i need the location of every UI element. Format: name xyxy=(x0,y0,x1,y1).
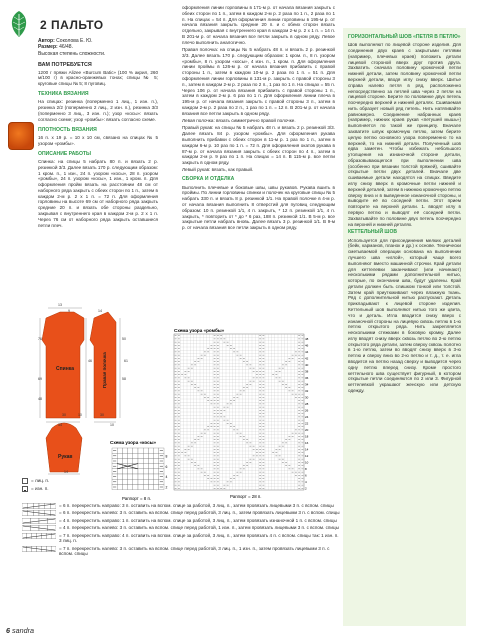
chart-cell xyxy=(138,479,143,484)
chart-cell xyxy=(143,464,148,469)
left-front-text: Левая полочка: вязать симметрично правой полочке. xyxy=(182,118,296,124)
row-number: 14 xyxy=(305,447,309,452)
chart-cell xyxy=(122,448,127,453)
chart-cell xyxy=(138,474,143,479)
cable-symbol-icon xyxy=(22,518,56,524)
cable-symbol-icon xyxy=(22,525,56,531)
assembly-text: Выполнить плечевые и боковые швы, швы рукавов. Рукава вшить в проймы. По линии горловины спинки и полочек на круговые спицы № 5 набрать 330 п. и вязать 8 р. резинкой 1/1. На правой полочке в 4-м р. от начала вязания выполнить 8 отверстий для пуговиц следующим образом: 10 п. резинкой 1/1, 4 п. закрыть, * 12 п. резинкой 1/1, 4 п. закрыть, * повторить от * до * 6 раз, 188 п. резинкой 1/1. В 5-м р. все закрытые петли набрать вновь. Далее вязать 3 р. резинкой 1/1. В 9-м р. от начала вязания все петли закрыть в одном ряду. xyxy=(182,184,335,231)
chart-cell xyxy=(138,464,143,469)
chart-cell xyxy=(122,479,127,484)
yarn-swatch-image xyxy=(8,122,34,150)
chart-cell xyxy=(117,474,122,479)
chart-cell xyxy=(154,464,159,469)
dimension-label: 10 xyxy=(110,423,114,427)
meta-block xyxy=(38,38,158,57)
chart-cell xyxy=(148,453,153,458)
density-text: 16 п. х 19 р. = 10 х 10 см, связано на спицах № 5 узором «ромбы». xyxy=(38,134,158,146)
chart-cell xyxy=(143,448,148,453)
chart-cell xyxy=(154,469,159,474)
purl-key-label: = изн. п. xyxy=(31,486,49,492)
description-title: ОПИСАНИЕ РАБОТЫ xyxy=(38,150,92,157)
dimension-label: 9 xyxy=(68,309,70,313)
legend-text: = 6 п. перекрестить направо: 3 п. оставить на вспом. спице за работой, 3 лиц. п., затем провязать лицевыми 3 п. с вспом. спицы xyxy=(59,503,334,508)
chart-cell xyxy=(122,453,127,458)
row-number: 46 xyxy=(305,343,309,348)
chart-cell xyxy=(154,474,159,479)
row-number: 8 xyxy=(165,454,168,459)
chart-cell xyxy=(143,484,148,489)
chart-cell xyxy=(128,474,133,479)
legend-text: = 6 п. перекрестить налево: 3 п. оставить на вспом. спице перед работой, 3 лиц. п., затем провязать лицевыми 3 п. с вспом. спицы xyxy=(59,510,340,516)
dimension-label: 30 xyxy=(100,413,104,417)
chart-cell xyxy=(133,469,138,474)
dimension-label: 30 xyxy=(62,413,66,417)
knitting-charts xyxy=(110,326,340,501)
symbol-key xyxy=(22,478,49,494)
back-piece xyxy=(42,312,84,418)
chart-cell xyxy=(128,458,133,463)
chart-cell xyxy=(128,453,133,458)
technique-title: ТЕХНИКА ВЯЗАНИЯ xyxy=(38,91,89,98)
row-number: 2 xyxy=(165,485,168,490)
difficulty: Высокая степень сложности. xyxy=(38,50,106,57)
chart-cell xyxy=(138,448,143,453)
author-value: Соколова Е. Ю. xyxy=(56,38,93,44)
row-number: 22 xyxy=(305,421,309,426)
row-number: 44 xyxy=(305,350,309,355)
chart-cell xyxy=(117,458,122,463)
front-label: Правая полочка xyxy=(102,352,107,388)
kosy-chart-title: Схема узора «косы» xyxy=(110,440,157,445)
chart-cell xyxy=(133,479,138,484)
row-number: 16 xyxy=(305,441,309,446)
dimension-label: 50 xyxy=(122,337,126,341)
legend-item xyxy=(22,518,340,524)
row-number: 4 xyxy=(305,480,307,485)
knit-symbol xyxy=(22,478,28,484)
middle-column xyxy=(182,5,335,327)
chart-cell xyxy=(143,469,148,474)
dimension-label: 76 xyxy=(38,337,42,341)
chart-cell xyxy=(128,484,133,489)
romby-chart-grid xyxy=(174,334,309,491)
chart-cell xyxy=(117,484,122,489)
chart-cell xyxy=(154,453,159,458)
row-number: 18 xyxy=(305,434,309,439)
size-value: 46/48. xyxy=(59,44,73,51)
chart-cell xyxy=(122,484,127,489)
legend-item xyxy=(22,525,340,531)
cable-symbol-icon xyxy=(22,503,56,509)
row-number: 48 xyxy=(305,337,309,342)
chart-cell xyxy=(154,458,159,463)
purl-symbol xyxy=(22,486,28,492)
dimension-label: 69 xyxy=(38,377,42,381)
seam2-title: КЕТТЕЛЬНЫЙ ШОВ xyxy=(348,229,397,236)
dimension-label: 61 xyxy=(124,359,128,363)
cable-symbol-icon xyxy=(22,546,56,552)
assembly-title: СБОРКА И ОТДЕЛКА xyxy=(182,176,235,183)
row-number: 2 xyxy=(305,486,307,491)
dimension-label: 13 xyxy=(58,303,62,307)
legend-text: = 4 п. перекрестить налево: 3 п. оставить на вспом. спице перед работой, 1 изн. п., затем провязать лицевыми 3 п. с вспом. спицы xyxy=(59,525,339,531)
row-number: 32 xyxy=(305,389,309,394)
chart-cell xyxy=(117,469,122,474)
left-sleeve-text: Левый рукав: вязать, как правый. xyxy=(182,167,254,173)
legend-item xyxy=(22,546,340,558)
right-sleeve-text: Правый рукав: на спицы № 5 набрать 48 п. и вязать 2 р. резинкой 3/3. Далее вязать 84 р. узором «ромбы». Для оформления рукава выполнить прибавки с обеих сторон в 11-м р. 1 раз по 1 п., затем в каждом 6-м р. 10 раз по 1 п. = 72 п. Для оформления окатов рукава в 87-м р. от начала вязания закрыть с обеих сторон по 4 п., затем в каждом 2-м р. 9 раз по 1 п. На спицах = 14 п. В 115-м р. все петли закрыть в одном ряду. xyxy=(182,125,335,166)
back-continuation-text: оформления линии горловины в 171-м р. от начала вязания закрыть с обеих сторон по 1 п., затем в каждом 2-м р. 2 раза по 1 п., 2 раза по 1 п. На спицах = 54 п. Для оформления линии горловины в 195-м р. от начала вязания закрыть средние 20 п. и с обеих сторон вязать отдельно, закрывая с внутреннего края в каждом 2-м р. 2 х 1 п. = 14 п. В 201-м р. от начала вязания все петли закрыть в одном ряду. Левое плечо выполнить аналогично. xyxy=(182,5,335,45)
row-number: 28 xyxy=(305,402,309,407)
chart-cell xyxy=(133,453,138,458)
chart-cell xyxy=(143,458,148,463)
chart-cell xyxy=(128,479,133,484)
page-number: 6 xyxy=(6,626,10,635)
chart-cell xyxy=(148,464,153,469)
description-text: Спинка: на спицы 5 набрать 80 п. и вязать 2 р. резинкой 3/3. Далее вязать 170 р. следующим образом: 1 кром. п., 1 изн., 24 п. узором «косы», 28 п. узором «ромбы», 24 п. узором «косы», 1 изн., 1 кром. п. Для оформления пройм вязать на расстоянии 48 см от наборного ряда закрыть с обеих сторон по 1 п., затем в каждом 2-м р. 2 х 1 п. = 72 п. Для оформления горловины на высоте 69 см от наборного ряда закрыть средние 20 п. и вязать обе стороны раздельно, закрывая с внутреннего края в каждом 2-м р. 2 х 1 п. Через 76 см от наборного ряда закрыть оставшиеся петли плеч. xyxy=(38,158,158,228)
legend-text: = 7 п. перекрестить налево: 3 п. оставить на вспом. спице перед работой, 3 лиц. п., 1 изн. п., затем провязать лицевыми 3 п. с вспом. спицы xyxy=(59,545,330,557)
row-number: 38 xyxy=(305,369,309,374)
dimension-label: 34 xyxy=(58,423,62,427)
materials-title: ВАМ ПОТРЕБУЕТСЯ xyxy=(38,61,92,68)
chart-cell xyxy=(117,448,122,453)
chart-cell xyxy=(154,448,159,453)
left-column xyxy=(38,38,158,300)
author-label: Автор: xyxy=(38,38,55,44)
chart-cell xyxy=(138,453,143,458)
brand-name: sandra xyxy=(12,626,34,635)
cable-symbol-icon xyxy=(22,533,56,539)
back-label: Спинка xyxy=(56,366,75,372)
row-number: 12 xyxy=(305,454,309,459)
dimension-label: 10 xyxy=(78,413,82,417)
seam1-text: Шов выполняют по лицевой стороне изделия. Для соединения двух краев с закрытыми петлями (например, плечевых краев) положить детали лицевой стороной вверх друг против друга. Захватить сначала половину кромочной петли нижней детали, затем половину кромочной петли верхней детали, вводя иглу снизу вверх. Шитье справа налево петля в ряд, расположенно непосредственно за петлей шва через 2 петли на лицевой стороне. Берите по половинке двух петель поочередно верхней и нижней деталях. Сшиваемая нить образует новый ряд петель. Нить натягивайте равномерно. Соединение набранных краев (например, нижних краев рукав «петушей мышь») выполняется по такой же принципу. Вначале захватите шпуж кромочную петлю, затем берите целую петлю основного узора попеременно то на верхней, то на нижней детали. Полученный шов едва заметен. Чтобы избежать небольшого утолщения на изнаночной стороне детали, образовывающегося при выполнении шва (особенно при вязании толстой пряжей), сшивайте открытые петли двух деталей. Вначале две сшиваемые детали находятся на спицах. Введите иглу снизу вверх в кромочные петли нижней и верхней деталей, затем в нижнюю кромочную петлю сверху вниз и в выведенное изнаночной стороны, и выводите её во соседней петли. Этот прием повторите на верхней детали. 1. вводят иглу в первую петлю и выводят её соседней петли. Захватывайте по половине двух петель поочередно на верхней и нижней деталях. xyxy=(348,42,461,227)
chart-cell xyxy=(138,458,143,463)
romby-chart-title: Схема узора «ромбы» xyxy=(174,328,225,333)
technique-text: На спицах: резинка (поперменно 1 лиц., 1 изн. п.), резинка 2/2 (поперменно 2 лиц., 2 изн. п.), резинка 3/3 (поперменно 3 лиц., 3 изн. п.); узор «косы»: вязать согласно схеме; узор «ромбы»: вязать согласно схеме. xyxy=(38,99,158,122)
legend-text: = 7 п. перекрестить направо: 4 п. оставить на вспом. спице за работой, 3 лиц. п., затем провязать 4 п. с вспом. спицы так: 1 изн. п. 3 лиц. п. xyxy=(59,532,339,544)
legend-item xyxy=(22,533,340,545)
dimension-label: 14 xyxy=(64,470,68,474)
chart-cell xyxy=(128,469,133,474)
row-number: 6 xyxy=(305,473,307,478)
right-sidebar xyxy=(343,28,466,626)
kosy-rapport: Раппорт = 8 п. xyxy=(122,496,152,501)
row-number: 10 xyxy=(305,460,309,465)
chart-cell xyxy=(128,448,133,453)
chart-cell xyxy=(138,484,143,489)
dimension-label: 58 xyxy=(122,377,126,381)
row-number: 8 xyxy=(305,467,307,472)
seam1-title: ГОРИЗОНТАЛЬНЫЙ ШОВ «ПЕТЛЯ В ПЕТЛЮ» xyxy=(348,34,461,40)
chart-cell xyxy=(133,474,138,479)
materials-text: 1200 г пряжи Alizee «Burcum Batic» (100 % акрил, 260 м/100 г) в красно-оранжевых тонах; спицы № 5; круговые спицы № 5; 8 пуговиц. xyxy=(38,69,158,87)
dimension-label: 14 xyxy=(98,309,102,313)
chart-cell xyxy=(122,458,127,463)
row-number: 34 xyxy=(305,382,309,387)
seam2-text: Используется для присоединения мелких деталей (бейк, карманов, планок и др.) к основе. Технически сметываемой операции основана на выполнении лучшего шва «иглой», который чаще всего выполняют вместо машинной строчки. Край детали для кеттелевки заканчивают (или начинают) несколькими рядами дополнительной нитью, которые, по окончании шва, будут удалены. Край детали должен быть слишком тонкой или толстой. Затем край приутюживают через влажную ткань. Ряд с дополнительной нитью распускают. Деталь прикладывают к лицевой стороне изделия. Кеттельный шов выполняют нитью того же цвета, что и деталь. Игла вводится снизу вверх с изнаночной стороны на лицевую сквозь петлю в 1-ю петлю открытого ряда. Нить закрепляется несколькими стежками в боковую кромку. Далее иглу вводят снизу вверх сквозь петлю во 2-ю петлю открытого ряда детали, затем сверху сквозь полотно в 1-ю петлю, затем во вводят снизу вверх в 3-ю петлю и сверху вниз во 2-ю петлю и т. д., т. е. игла вводится на петлю назад сверху и выводится через одну петлю вперед снизу. Кроме простого кеттельного шва существует фигурный, в котором открытые петли соединяются по 2 или 3. Фигурной кеттелевкой украшают женскую или детскую одежду. xyxy=(348,237,461,393)
chart-cell xyxy=(154,484,159,489)
chart-cell xyxy=(133,484,138,489)
row-number: 4 xyxy=(165,475,168,480)
chart-cell xyxy=(138,469,143,474)
chart-cell xyxy=(133,448,138,453)
page-footer xyxy=(6,626,34,635)
row-number: 40 xyxy=(305,363,309,368)
chart-cell xyxy=(148,484,153,489)
legend-text: = 4 п. перекрестить направо: 1 п. оставить на вспом. спице за работой, 3 лиц. п., затем провязать изнаночной 1 п. с вспом. спицы xyxy=(59,517,337,523)
chart-cell xyxy=(122,474,127,479)
sleeve-piece xyxy=(46,423,82,472)
pattern-title: 2 ПАЛЬТО xyxy=(40,18,104,32)
chart-cell xyxy=(133,458,138,463)
cable-symbol-icon xyxy=(22,510,56,516)
row-number: 26 xyxy=(305,408,309,413)
row-number: 42 xyxy=(305,356,309,361)
size-label: Размер: xyxy=(38,44,58,51)
row-number: 36 xyxy=(305,376,309,381)
romby-rapport: Раппорт = 28 п. xyxy=(230,494,262,499)
dimension-label: 48 xyxy=(38,397,42,401)
density-title: ПЛОТНОСТЬ ВЯЗАНИЯ xyxy=(38,126,97,133)
chart-cell xyxy=(148,458,153,463)
chart-cell xyxy=(148,479,153,484)
chart-cell xyxy=(154,479,159,484)
right-front-text: Правая полочка: на спицы № 5 набрать 48 п. и вязать 2 р. резинкой 3/3. Далее вязать 170 р. следующим образом: 1 кром. п., 8 п. узором «ромбы», 8 п. узором «косы», 4 изн. п., 1 кром. п. Для оформления линии проймы в 126-м р. от начала вязания прибавить с правой стороны 1 п., затем в каждом 10-м р. 2 раза по 1 п. = 51 п. Для оформления линии горловины в 131-м р. закрыть с правой стороны 3 п., затем в каждом 2-м р. 2 раза по 2 п., 1 раз по 1 п. На спицах = 55 п. Через 106 р. от начала вязания прибавить с правой стороны 1 п., затем в каждом 2-м р. 6 раз по 1 п. Для оформления линии плеча в 195-м р. от начала вязания закрыть с правой стороны 3 п., затем в каждом 2-м р. 2 раза по 2 п., 1 раз по 1 п. = 12 п. В 201-м р. от начала вязания все петли закрыть в одном ряду. xyxy=(182,47,335,116)
chart-cell xyxy=(143,453,148,458)
row-number: 30 xyxy=(305,395,309,400)
leaf-icon xyxy=(8,10,30,38)
chart-cell xyxy=(122,469,127,474)
chart-cell xyxy=(148,448,153,453)
chart-cell xyxy=(143,474,148,479)
knit-key-label: = лиц. п. xyxy=(31,478,50,484)
row-number: 24 xyxy=(305,415,309,420)
legend-item xyxy=(22,510,340,516)
chart-cell xyxy=(148,474,153,479)
chart-cell xyxy=(117,479,122,484)
chart-cell xyxy=(143,479,148,484)
legend-item xyxy=(22,503,340,509)
cable-legend xyxy=(22,503,340,603)
chart-cell xyxy=(117,453,122,458)
chart-cell xyxy=(148,469,153,474)
row-number: 20 xyxy=(305,428,309,433)
row-number: 6 xyxy=(165,464,168,469)
dimension-label: 46 xyxy=(88,359,92,363)
sleeve-label: Рукав xyxy=(58,454,73,460)
kosy-chart-grid xyxy=(112,448,168,490)
